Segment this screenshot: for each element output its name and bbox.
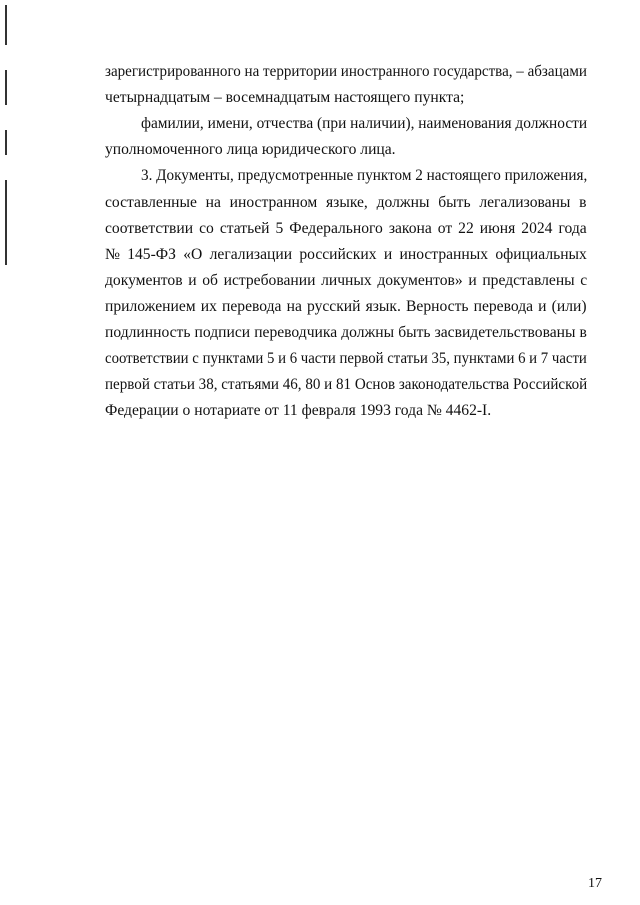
text-line: соответствии с пунктами 5 и 6 части первой статьи 35, пунктами 6 и 7 части	[105, 350, 587, 367]
text-line: подлинность подписи переводчика должны быть засвидетельствованы в	[105, 324, 587, 341]
text-line: соответствии со статьей 5 Федерального закона от 22 июня 2024 года	[105, 220, 587, 237]
text-line: составленные на иностранном языке, должны быть легализованы в	[105, 194, 587, 211]
page-number: 17	[588, 876, 602, 891]
text-line: зарегистрированного на территории иностранного государства, – абзацами	[105, 63, 587, 80]
scan-edge-mark	[5, 5, 7, 45]
text-line: № 145-ФЗ «О легализации российских и иностранных официальных	[105, 246, 587, 263]
scan-edge-mark	[5, 70, 7, 105]
text-line: 3. Документы, предусмотренные пунктом 2 настоящего приложения,	[141, 167, 588, 184]
text-line: уполномоченного лица юридического лица.	[105, 141, 396, 158]
text-line: первой статьи 38, статьями 46, 80 и 81 Основ законодательства Российской	[105, 376, 588, 393]
scan-edge-mark	[5, 130, 7, 155]
text-line: документов и об истребовании личных документов» и представлены с	[105, 272, 588, 289]
text-line: приложением их перевода на русский язык. Верность перевода и (или)	[105, 298, 587, 315]
text-line: Федерации о нотариате от 11 февраля 1993 года № 4462-I.	[105, 402, 492, 419]
text-line: четырнадцатым – восемнадцатым настоящего пункта;	[105, 89, 465, 106]
text-line: фамилии, имени, отчества (при наличии), наименования должности	[141, 115, 588, 132]
scan-edge-mark	[5, 180, 7, 265]
